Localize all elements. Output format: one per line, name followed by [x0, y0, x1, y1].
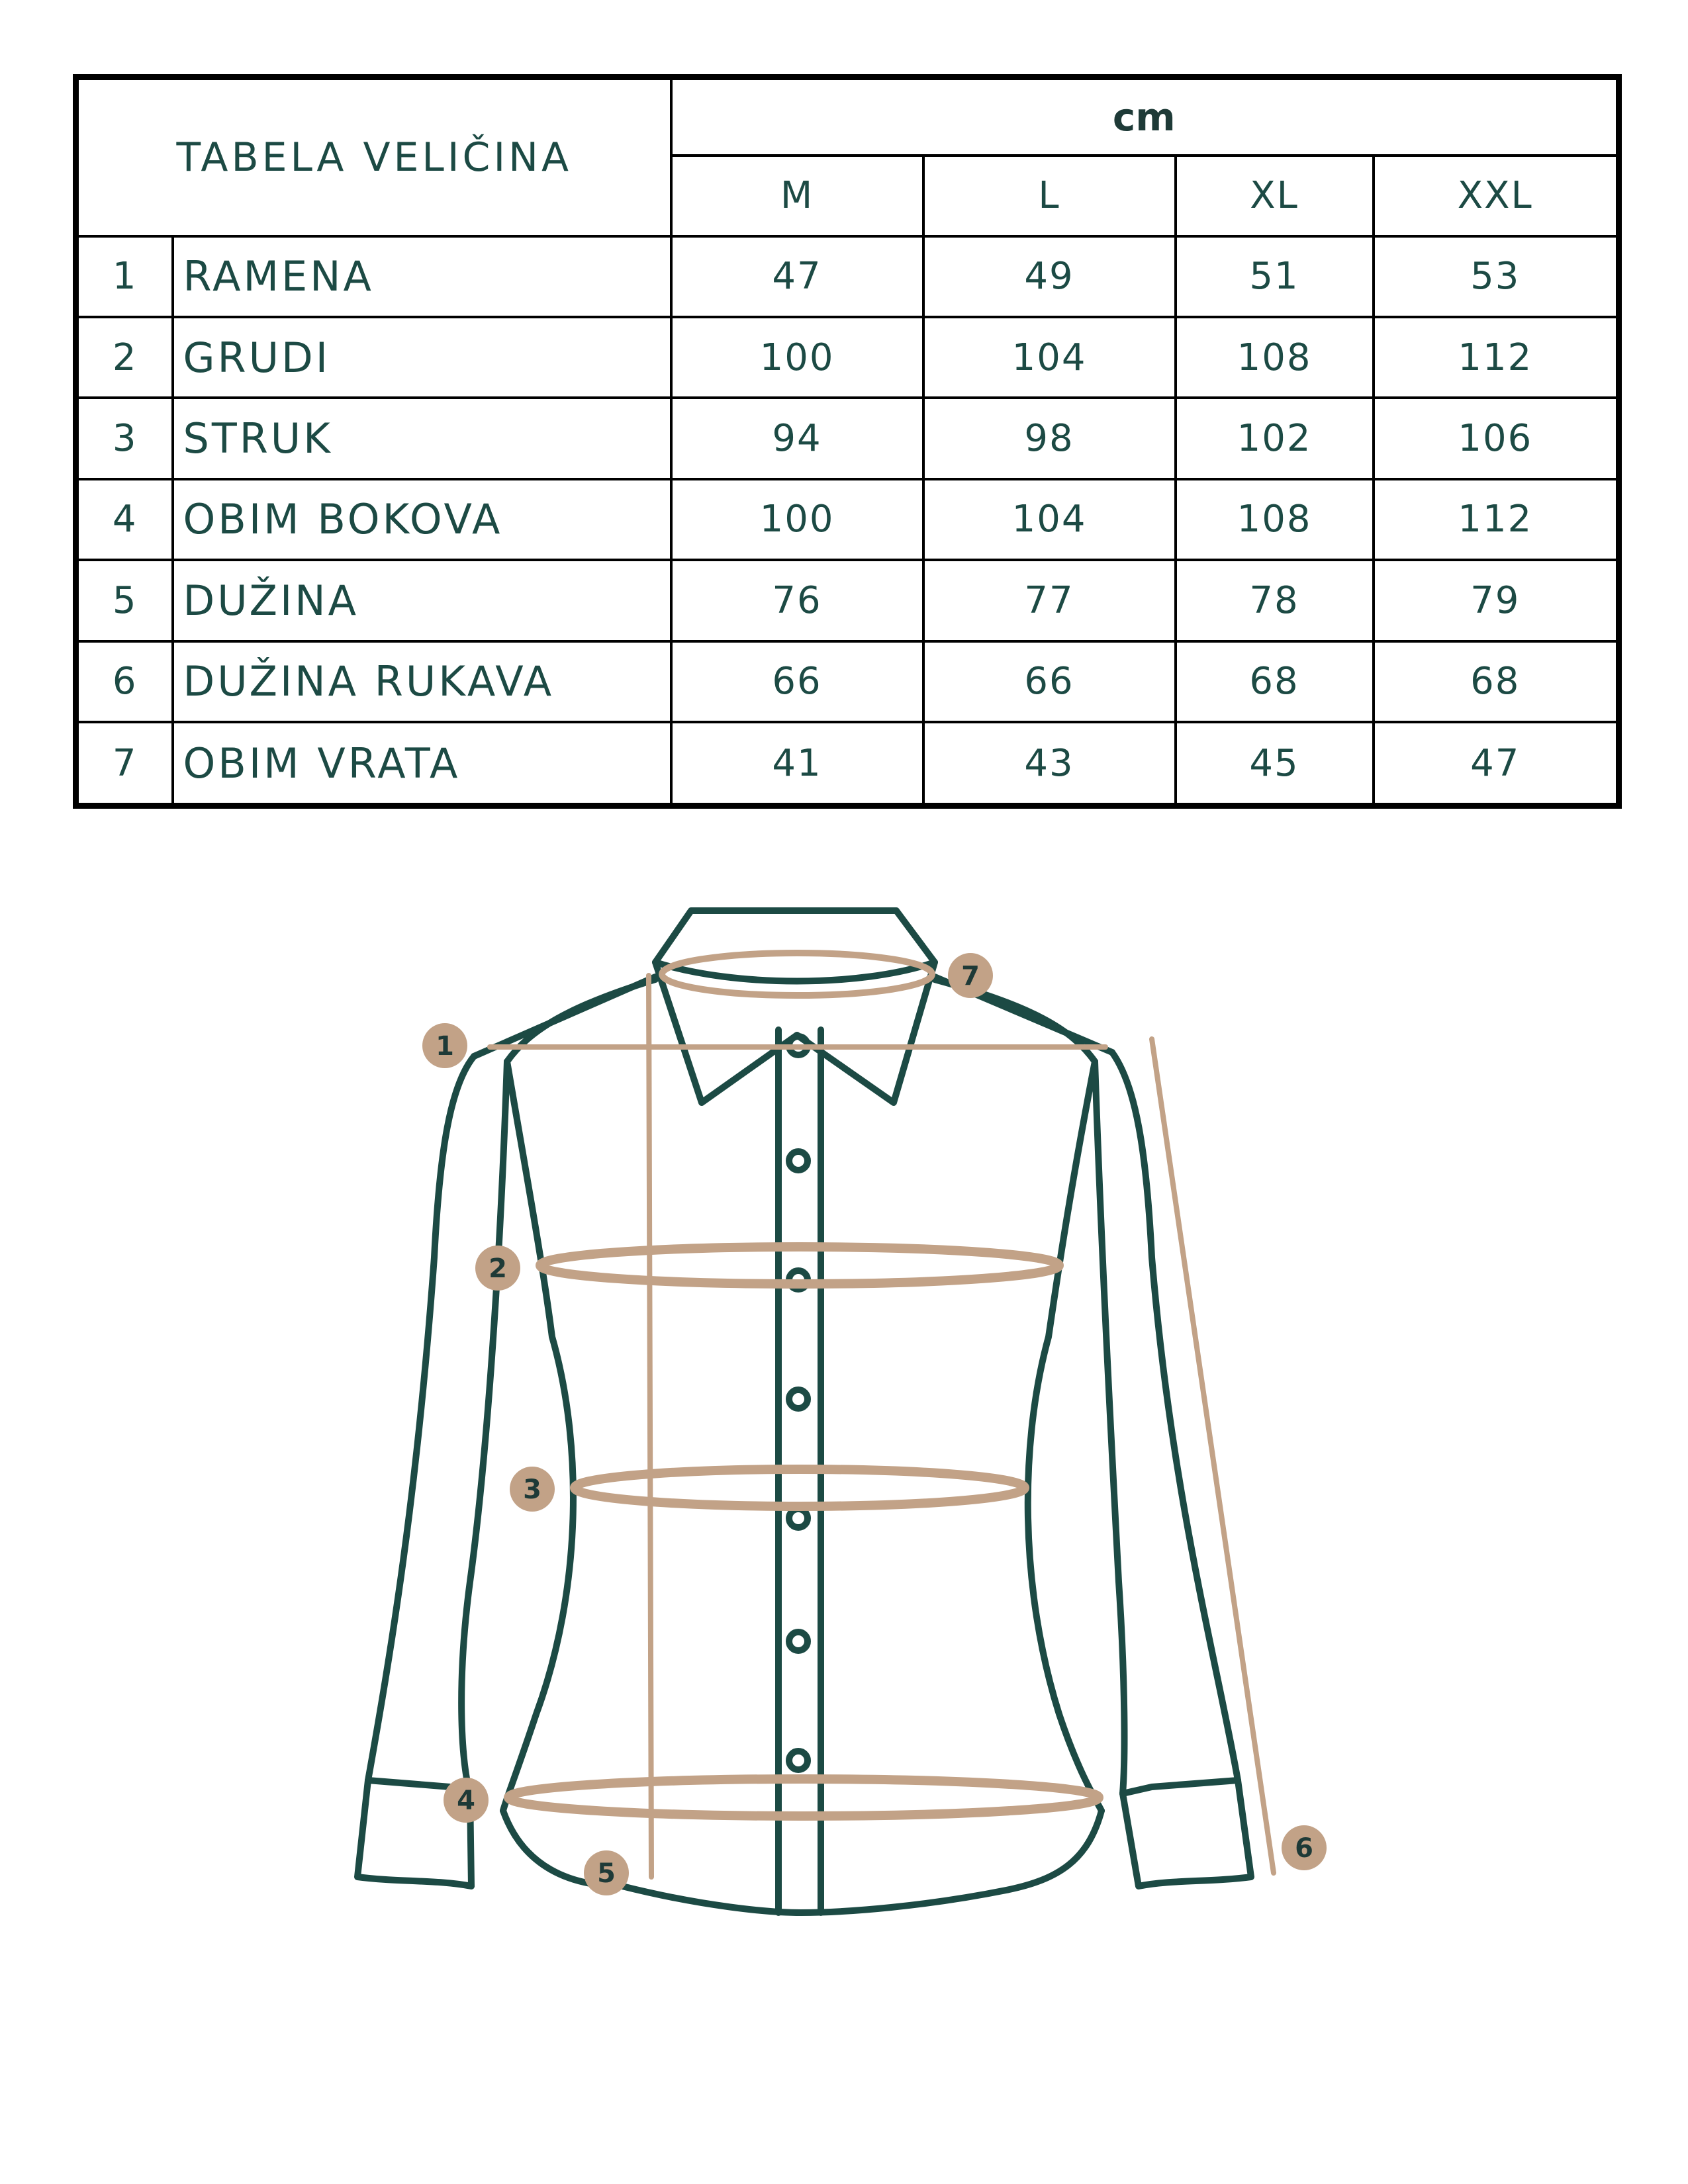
row-number: 4 [76, 479, 173, 560]
value-cell: 106 [1374, 398, 1619, 478]
row-number: 6 [76, 641, 173, 722]
table-title: TABELA VELIČINA [76, 77, 671, 236]
row-label: GRUDI [173, 317, 671, 398]
value-cell: 94 [671, 398, 923, 478]
size-header-l: L [923, 156, 1176, 236]
table-row [76, 479, 1619, 560]
row-label: DUŽINA [173, 560, 671, 641]
value-cell: 49 [923, 236, 1176, 317]
size-header-xxl: XXL [1374, 156, 1619, 236]
shirt-outline [357, 911, 1251, 1913]
value-cell: 43 [923, 722, 1176, 805]
row-number: 7 [76, 722, 173, 805]
size-header-m: M [671, 156, 923, 236]
hip-measure [508, 1779, 1099, 1816]
marker-2-label: 2 [489, 1253, 507, 1284]
size-table [73, 74, 1622, 809]
value-cell: 78 [1176, 560, 1374, 641]
marker-4-label: 4 [457, 1786, 475, 1816]
row-number: 3 [76, 398, 173, 478]
value-cell: 104 [923, 317, 1176, 398]
marker-3 [510, 1467, 555, 1512]
row-label: DUŽINA RUKAVA [173, 641, 671, 722]
row-label: OBIM VRATA [173, 722, 671, 805]
table-row [76, 641, 1619, 722]
marker-4 [444, 1778, 489, 1823]
value-cell: 66 [923, 641, 1176, 722]
value-cell: 102 [1176, 398, 1374, 478]
markers [422, 953, 1327, 1895]
value-cell: 53 [1374, 236, 1619, 317]
marker-6-label: 6 [1295, 1833, 1313, 1864]
value-cell: 112 [1374, 479, 1619, 560]
sleeve-measure [1152, 1039, 1274, 1873]
marker-5 [584, 1850, 629, 1895]
table-row [76, 236, 1619, 317]
length-measure [649, 976, 651, 1877]
row-label: STRUK [173, 398, 671, 478]
value-cell: 76 [671, 560, 923, 641]
row-label: OBIM BOKOVA [173, 479, 671, 560]
marker-5-label: 5 [597, 1858, 616, 1889]
value-cell: 112 [1374, 317, 1619, 398]
value-cell: 108 [1176, 317, 1374, 398]
value-cell: 104 [923, 479, 1176, 560]
waist-measure [575, 1469, 1025, 1506]
row-number: 5 [76, 560, 173, 641]
row-number: 1 [76, 236, 173, 317]
shirt-measurement-diagram [0, 860, 1688, 2091]
value-cell: 47 [1374, 722, 1619, 805]
size-header-xl: XL [1176, 156, 1374, 236]
marker-1 [422, 1023, 467, 1068]
value-cell: 41 [671, 722, 923, 805]
marker-6 [1282, 1825, 1327, 1870]
value-cell: 45 [1176, 722, 1374, 805]
table-row [76, 722, 1619, 805]
table-row [76, 398, 1619, 478]
marker-3-label: 3 [523, 1475, 541, 1505]
chest-measure [540, 1247, 1059, 1284]
unit-header: cm [671, 77, 1619, 156]
value-cell: 68 [1176, 641, 1374, 722]
value-cell: 108 [1176, 479, 1374, 560]
value-cell: 100 [671, 317, 923, 398]
marker-1-label: 1 [436, 1031, 454, 1062]
marker-7 [948, 953, 993, 998]
value-cell: 79 [1374, 560, 1619, 641]
value-cell: 68 [1374, 641, 1619, 722]
value-cell: 100 [671, 479, 923, 560]
value-cell: 47 [671, 236, 923, 317]
value-cell: 77 [923, 560, 1176, 641]
marker-2 [475, 1246, 520, 1291]
marker-7-label: 7 [961, 961, 980, 991]
table-row [76, 317, 1619, 398]
row-number: 2 [76, 317, 173, 398]
value-cell: 98 [923, 398, 1176, 478]
value-cell: 51 [1176, 236, 1374, 317]
row-label: RAMENA [173, 236, 671, 317]
value-cell: 66 [671, 641, 923, 722]
table-row [76, 560, 1619, 641]
